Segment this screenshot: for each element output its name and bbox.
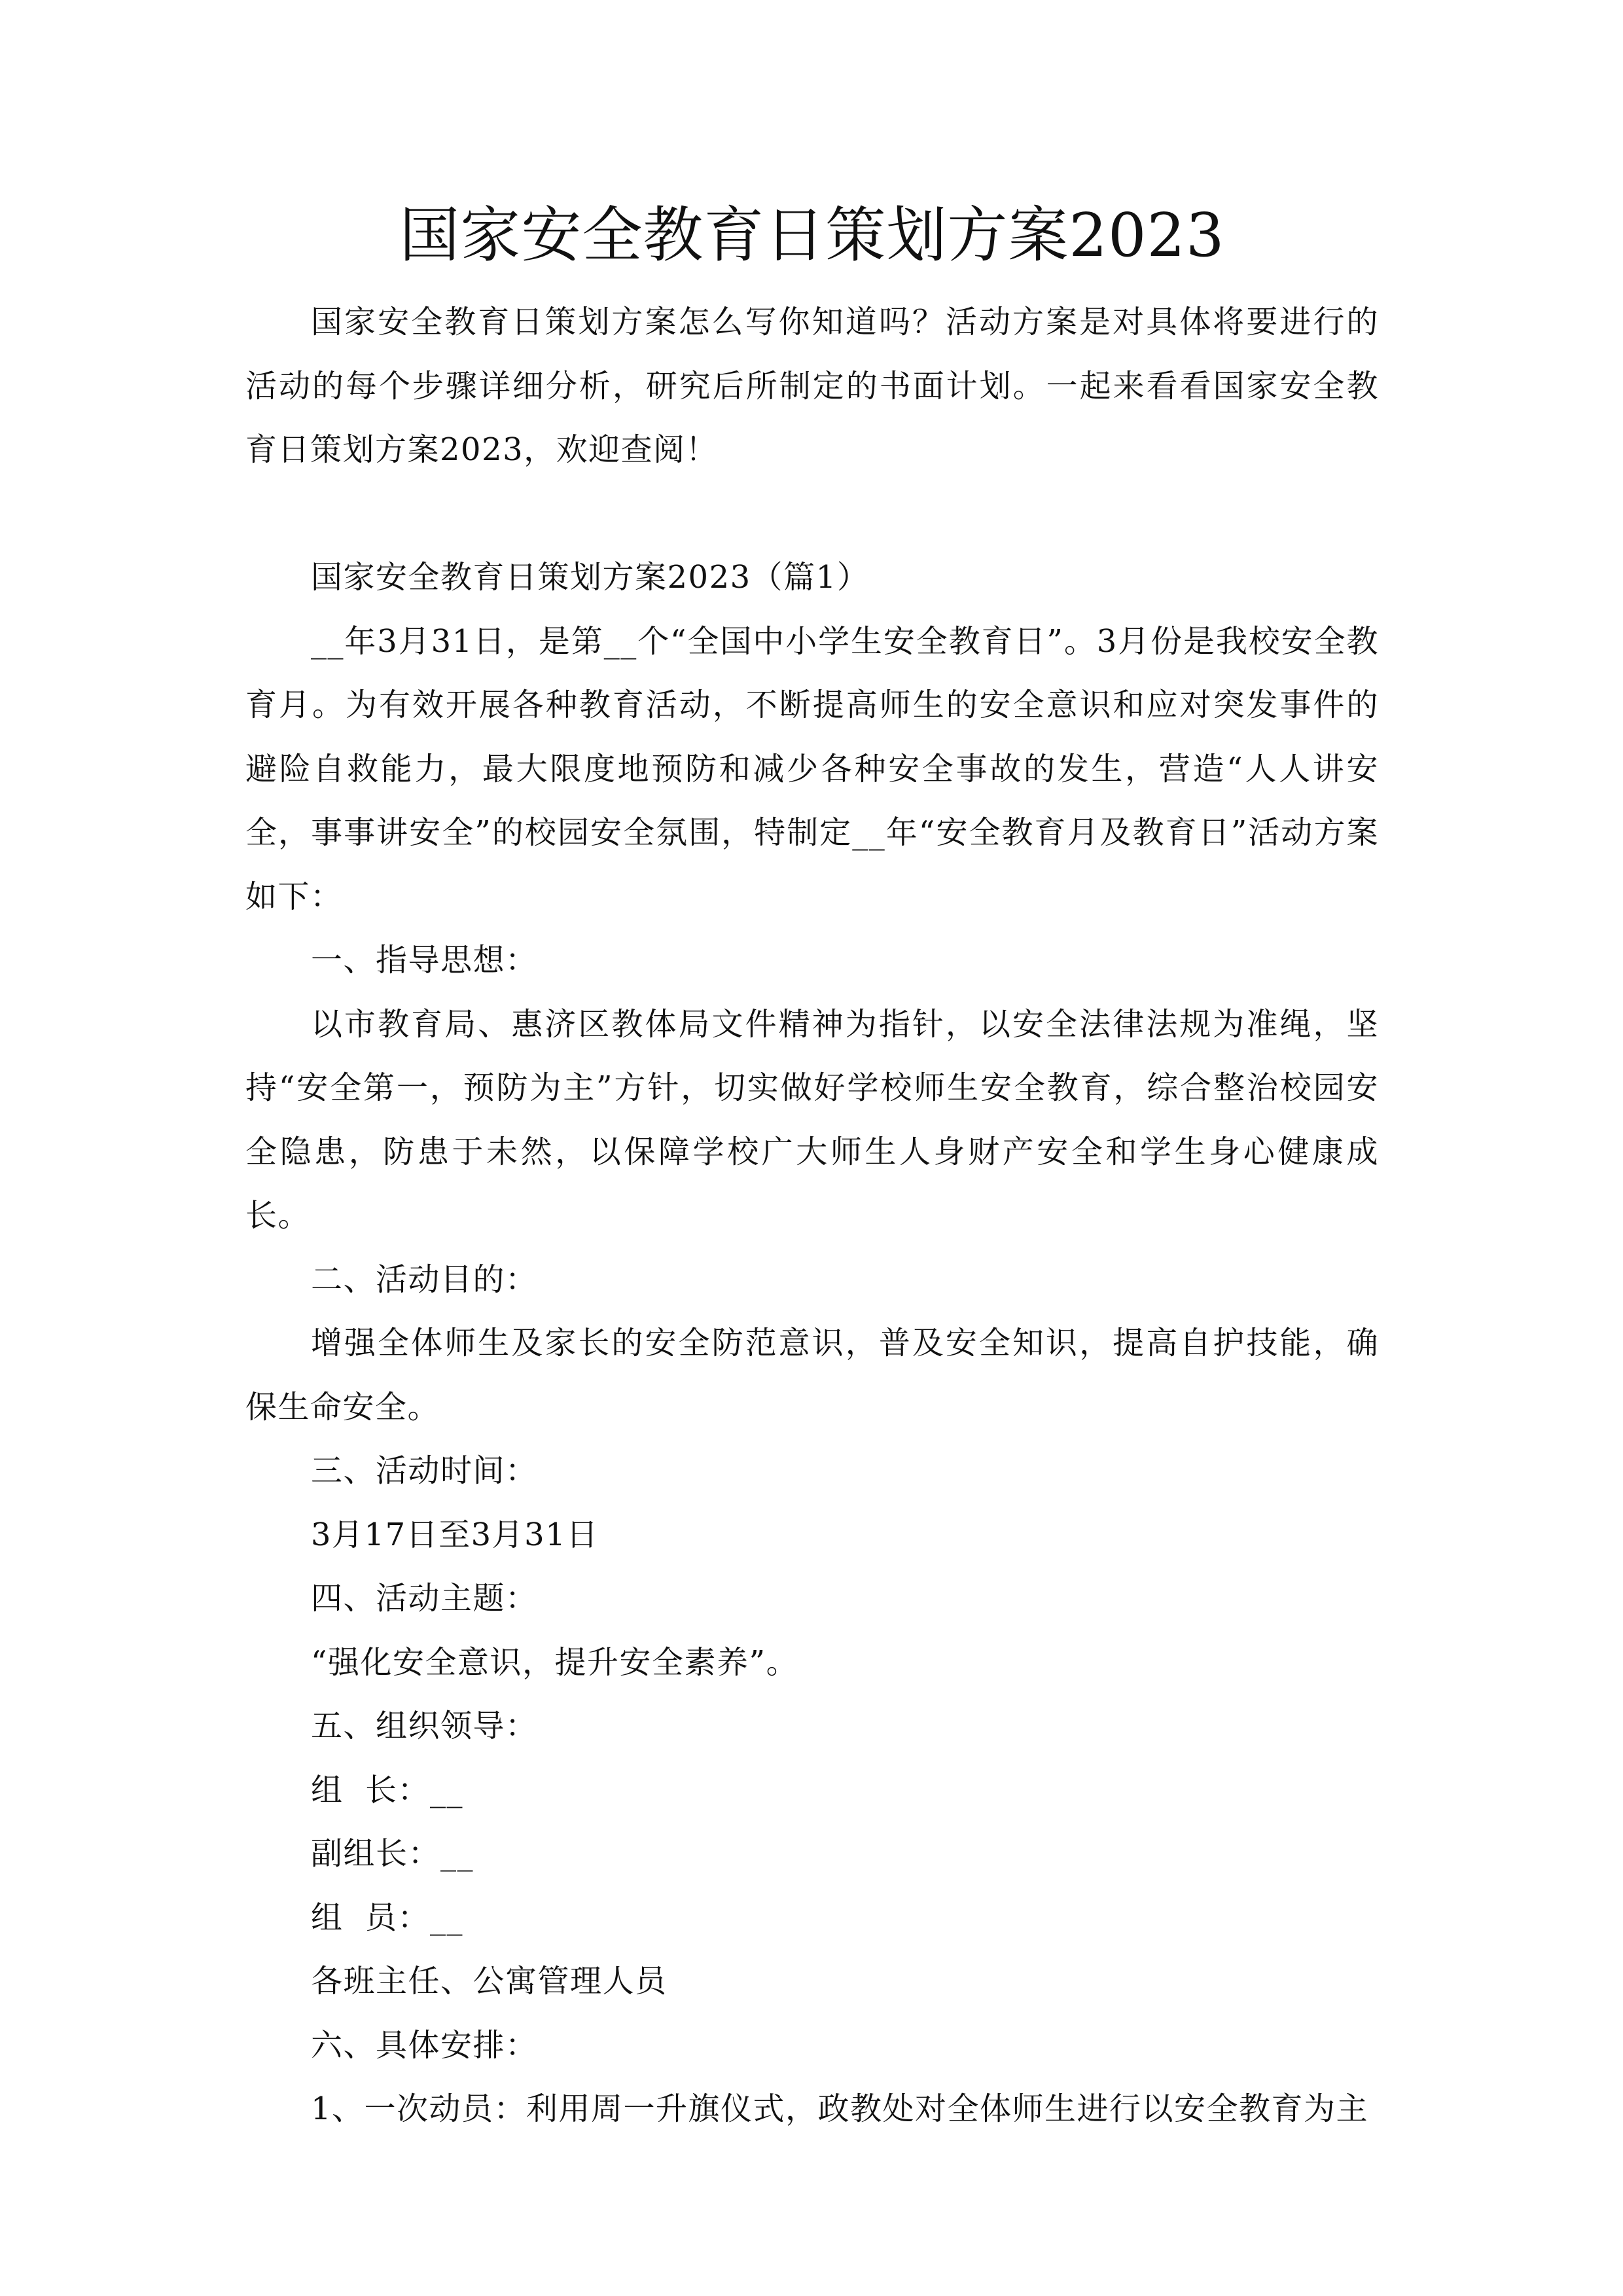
- heading-guiding-ideology: 一、指导思想：: [311, 942, 538, 978]
- paragraph: __年3月31日，是第__个“全国中小学生安全教育日”。3月份是我校安全教育月。为有效开展各种教育活动，不断提高师生的安全意识和应对突发事件的避险自救能力，最大限度地预防和减少各种安全事故的发生，营造“人人讲安全，事事讲安全”的校园安全氛围，特制定__年“安全教育月及教育日”活动方案如下：: [245, 622, 1379, 915]
- document-title: 国家安全教育日策划方案2023: [399, 200, 1225, 270]
- heading-leadership: 五、组织领导：: [311, 1708, 538, 1744]
- heading-arrangement: 六、具体安排：: [311, 2026, 538, 2064]
- leader-line: 组 长：__: [311, 1771, 464, 1808]
- intro-paragraph: 国家安全教育日策划方案怎么写你知道吗？活动方案是对具体将要进行的活动的每个步骤详细分析，研究后所制定的书面计划。一起来看看国家安全教育日策划方案2023，欢迎查阅！: [245, 304, 1379, 468]
- member-line: 组 员：__: [311, 1899, 464, 1936]
- heading-time: 三、活动时间：: [311, 1452, 538, 1489]
- spacer: [245, 482, 1379, 547]
- paragraph: 增强全体师生及家长的安全防范意识，普及安全知识，提高自护技能，确保生命安全。: [245, 1325, 1379, 1426]
- heading-theme: 四、活动主题：: [311, 1580, 538, 1617]
- paragraph: 3月17日至3月31日: [311, 1516, 599, 1553]
- section-heading: 国家安全教育日策划方案2023（篇1）: [311, 559, 870, 596]
- heading-purpose: 二、活动目的：: [311, 1261, 538, 1298]
- paragraph: 各班主任、公寓管理人员: [311, 1963, 668, 2000]
- paragraph: 1、一次动员：利用周一升旗仪式，政教处对全体师生进行以安全教育为主: [311, 2090, 1369, 2127]
- document-body: [245, 291, 1379, 2142]
- paragraph: 以市教育局、惠济区教体局文件精神为指针，以安全法律法规为准绳，坚持“安全第一，预防为主”方针，切实做好学校师生安全教育，综合整治校园安全隐患，防患于未然，以保障学校广大师生人身财产安全和学生身心健康成长。: [245, 1005, 1379, 1234]
- paragraph: “强化安全意识，提升安全素养”。: [311, 1643, 799, 1681]
- deputy-leader-line: 副组长：__: [311, 1835, 474, 1872]
